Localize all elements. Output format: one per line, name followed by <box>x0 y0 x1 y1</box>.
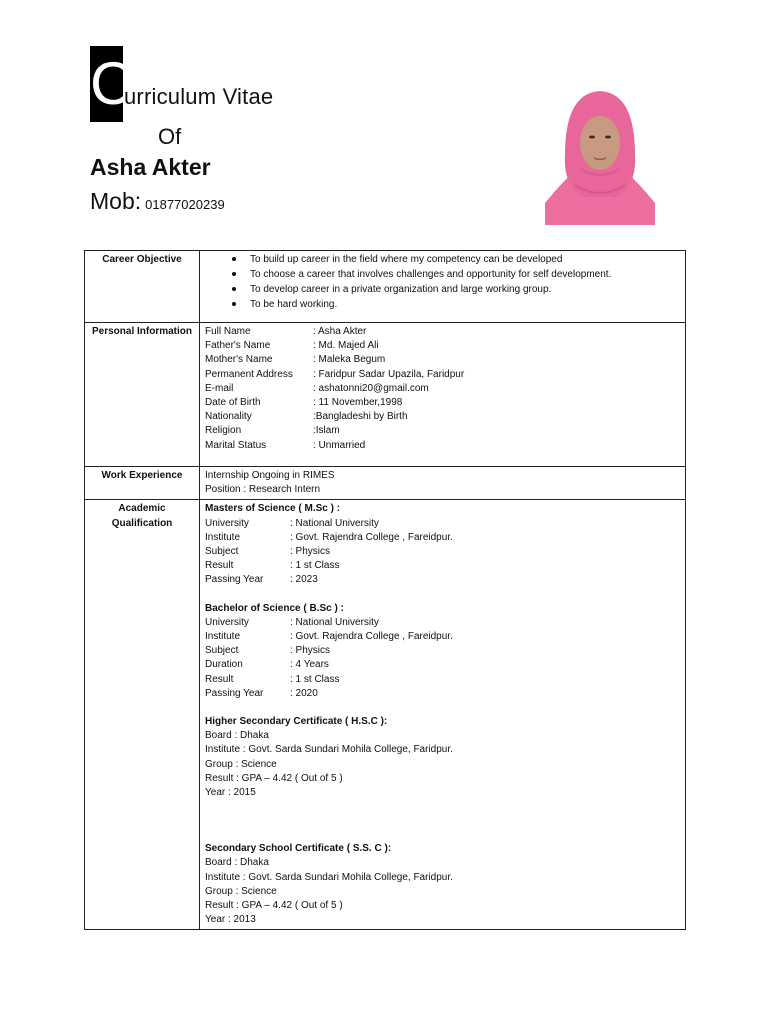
profile-photo <box>545 85 655 225</box>
academic-label: Academic Qualification <box>85 500 200 930</box>
profile-photo-image <box>545 85 655 225</box>
title-of: Of <box>158 124 182 149</box>
list-item: Full Name : Asha Akter <box>205 326 367 337</box>
academic-content <box>200 500 686 930</box>
list-item: University : National University <box>205 616 379 628</box>
list-item: Group : Science <box>205 758 277 770</box>
msc-title: Masters of Science ( M.Sc ) : <box>205 503 341 515</box>
list-item: Permanent Address : Faridpur Sadar Upazila, Faridpur <box>205 368 465 380</box>
list-item: Mother's Name : Maleka Begum <box>205 354 386 366</box>
list-item: University : National University <box>205 517 379 529</box>
list-item: Institute : Govt. Rajendra College , Fareidpur. <box>205 531 453 543</box>
list-item: Subject : Physics <box>205 645 331 657</box>
list-item: Result : GPA – 4.42 ( Out of 5 ) <box>205 900 343 912</box>
list-item: To build up career in the field where my competency can be developed <box>229 252 680 267</box>
list-item: Board : Dhaka <box>205 857 269 869</box>
person-name: Asha Akter <box>90 154 211 180</box>
work-experience-label: Work Experience <box>85 467 200 500</box>
row-career-objective <box>85 251 686 323</box>
list-item: Result : 1 st Class <box>205 673 340 685</box>
work-experience-content <box>200 467 686 500</box>
list-item: Passing Year : 2023 <box>205 574 318 586</box>
list-item: Nationality :Bangladeshi by Birth <box>205 411 408 423</box>
work-line: Internship Ongoing in RIMES <box>205 470 335 481</box>
list-item: Year : 2013 <box>205 914 256 926</box>
list-item: Institute : Govt. Sarda Sundari Mohila College, Faridpur. <box>205 744 453 756</box>
list-item: E-mail : ashatonni20@gmail.com <box>205 382 429 394</box>
list-item: Result : 1 st Class <box>205 560 340 572</box>
personal-info-content <box>200 323 686 467</box>
title-rest: urriculum Vitae <box>124 84 274 109</box>
title-initial: C <box>90 46 123 122</box>
list-item: Marital Status : Unmarried <box>205 439 366 451</box>
mobile-line <box>90 188 225 215</box>
list-item: Institute : Govt. Rajendra College , Fareidpur. <box>205 631 453 643</box>
hsc-title: Higher Secondary Certificate ( H.S.C ): <box>205 716 388 728</box>
list-item: Group : Science <box>205 885 277 897</box>
bsc-title: Bachelor of Science ( B.Sc ) : <box>205 602 344 614</box>
cv-table <box>84 250 686 930</box>
list-item: Result : GPA – 4.42 ( Out of 5 ) <box>205 772 343 784</box>
list-item: Institute : Govt. Sarda Sundari Mohila College, Faridpur. <box>205 871 453 883</box>
row-academic-qualification <box>85 500 686 930</box>
row-personal-information <box>85 323 686 467</box>
personal-info-label: Personal Information <box>85 323 200 467</box>
career-objective-list <box>205 252 680 312</box>
list-item: Subject : Physics <box>205 546 331 558</box>
list-item: Date of Birth : 11 November,1998 <box>205 397 403 409</box>
row-work-experience <box>85 467 686 500</box>
list-item: To develop career in a private organization and large working group. <box>229 282 680 297</box>
list-item: Year : 2015 <box>205 787 256 799</box>
list-item: To be hard working. <box>229 297 680 312</box>
career-objective-label: Career Objective <box>85 251 200 323</box>
mobile-label: Mob: <box>90 188 142 214</box>
list-item: To choose a career that involves challenges and opportunity for self development. <box>229 267 680 282</box>
career-objective-content <box>200 251 686 323</box>
mobile-number: 01877020239 <box>145 197 225 212</box>
ssc-title: Secondary School Certificate ( S.S. C ): <box>205 843 392 855</box>
list-item: Passing Year : 2020 <box>205 687 318 699</box>
list-item: Religion :Islam <box>205 425 340 437</box>
list-item: Father's Name : Md. Majed Ali <box>205 340 379 352</box>
list-item: Board : Dhaka <box>205 730 269 742</box>
work-line: Position : Research Intern <box>205 484 321 496</box>
list-item: Duration : 4 Years <box>205 659 329 671</box>
